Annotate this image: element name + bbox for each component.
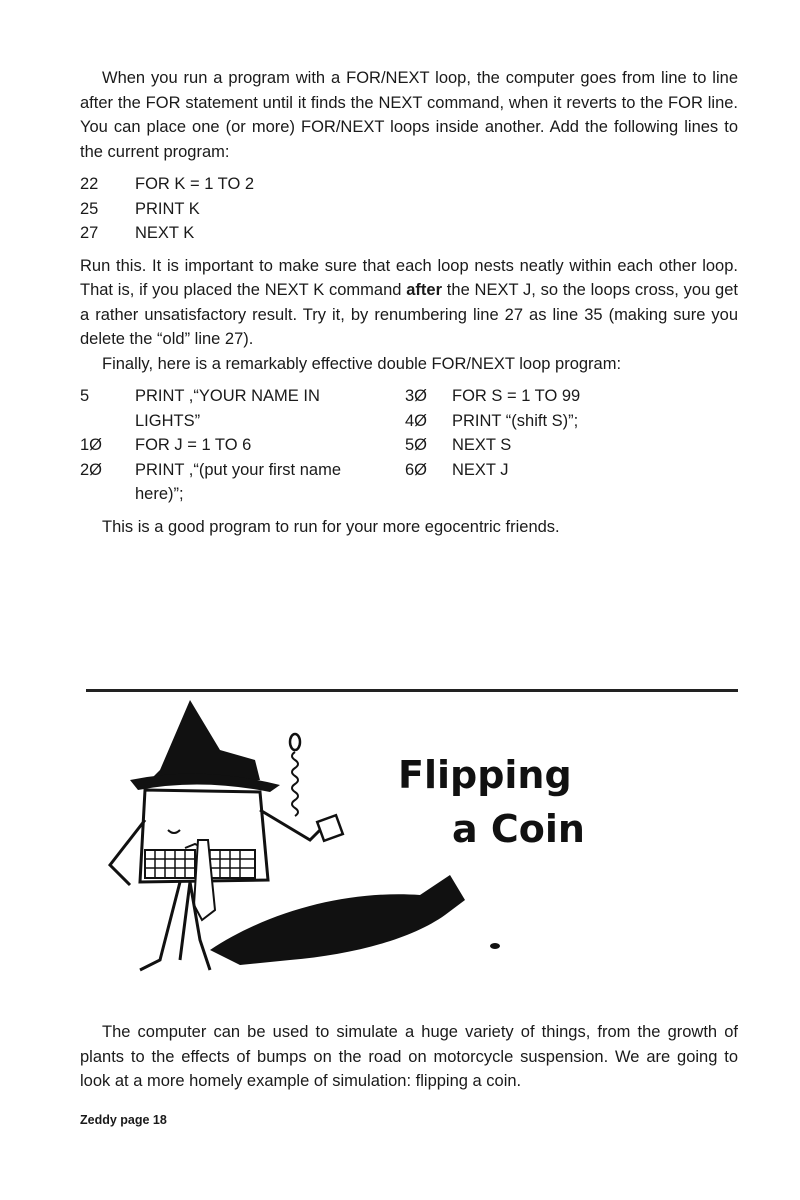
code-column-right [405, 384, 738, 507]
code-line [80, 433, 375, 458]
line-text: NEXT K [135, 224, 195, 242]
section-title-line1: Flipping [398, 753, 572, 797]
code-line [80, 197, 738, 222]
line-text: NEXT J [452, 460, 509, 479]
line-number: 4Ø [405, 411, 428, 430]
finally-paragraph: Finally, here is a remarkably effective double FOR/NEXT loop program: [102, 354, 622, 373]
code-listing-2 [80, 384, 738, 507]
code-column-left [80, 384, 375, 507]
text: the NEXT J, so the loops cross, you get a rather unsatisfactory result. Try it, by renumbering line 27 as line 35 (making sure you delete the “old” line 27). [80, 281, 738, 348]
lower-text-column [80, 1020, 738, 1128]
egocentric-paragraph: This is a good program to run for your more egocentric friends. [102, 517, 560, 536]
line-text: NEXT S [452, 436, 512, 454]
nesting-paragraph [80, 254, 738, 352]
section-title-line2: a Coin [452, 807, 585, 851]
line-text: FOR K = 1 TO 2 [135, 175, 255, 193]
code-line [405, 409, 738, 434]
code-line [80, 221, 738, 246]
code-listing-1 [80, 172, 738, 246]
section-divider [86, 689, 738, 692]
line-number: 5 [80, 387, 90, 405]
upper-text-column [80, 66, 738, 539]
text: Run this. It is important to make sure that each loop nests neatly within each other loop. That is, if you placed the NEXT K command [80, 256, 738, 299]
code-line [405, 384, 738, 409]
line-text: PRINT ,“(put your first name here)”; [135, 460, 342, 503]
page-footer: Zeddy page 18 [80, 1112, 167, 1127]
line-number: 6Ø [405, 460, 428, 479]
code-line [80, 458, 375, 507]
code-line [80, 384, 375, 433]
line-text: PRINT K [135, 199, 200, 218]
code-line [80, 172, 738, 197]
section-paragraph: The computer can be used to simulate a huge variety of things, from the growth of plants to the effects of bumps on the road on motorcycle suspension. We are going to look at a more homely example of simulation: flipping a coin. [80, 1023, 738, 1090]
intro-paragraph: When you run a program with a FOR/NEXT loop, the computer goes from line to line after the FOR statement until it finds the NEXT command, when it reverts to the FOR line. You can place one (or more) FOR/NEXT loops inside another. Add the following lines to the current program: [80, 69, 738, 161]
line-number: 27 [80, 224, 99, 242]
line-number: 1Ø [80, 436, 103, 454]
line-text: FOR J = 1 TO 6 [135, 436, 252, 454]
line-number: 2Ø [80, 460, 103, 479]
code-line [405, 433, 738, 458]
line-text: FOR S = 1 TO 99 [452, 387, 581, 405]
emphasis: after [406, 281, 443, 299]
line-number: 5Ø [405, 436, 428, 454]
cartoon-computer-illustration [90, 700, 510, 1000]
line-number: 22 [80, 175, 99, 193]
line-text: PRINT “(shift S)”; [452, 411, 579, 430]
line-number: 25 [80, 199, 99, 218]
line-number: 3Ø [405, 387, 428, 405]
line-text: PRINT ,“YOUR NAME IN LIGHTS” [135, 387, 320, 430]
code-line [405, 458, 738, 483]
